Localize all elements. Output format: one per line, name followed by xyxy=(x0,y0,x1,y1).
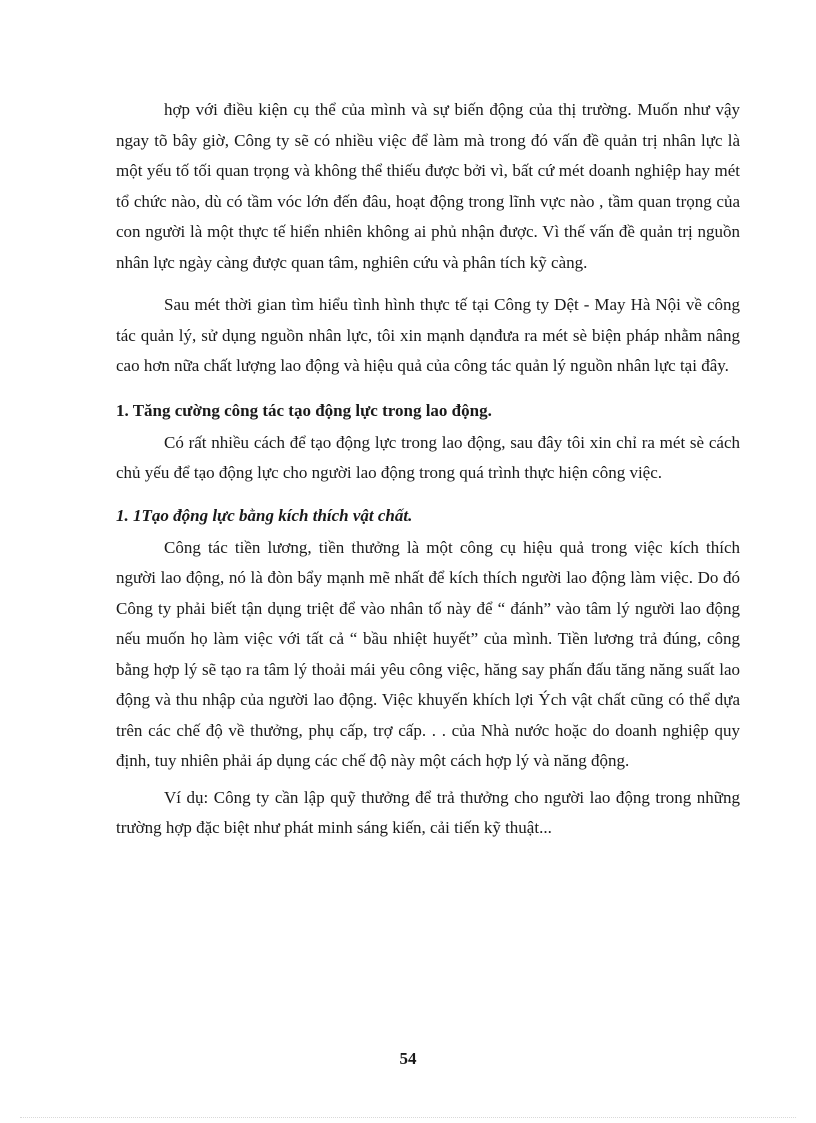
body-paragraph: hợp với điều kiện cụ thể của mình và sự biến động của thị trường. Muốn như vậy ngay tõ bây giờ, Công ty sẽ có nhiều việc để làm mà trong đó vấn đề quản trị nhân lực là một yếu tố tối quan trọng và không thể thiếu được bởi vì, bất cứ mét doanh nghiệp hay mét tổ chức nào, dù có tầm vóc lớn đến đâu, hoạt động trong lĩnh vực nào , tầm quan trọng của con người là một thực tế hiển nhiên không ai phủ nhận được. Vì thế vấn đề quản trị nguồn nhân lực ngày càng được quan tâm, nghiên cứu và phân tích kỹ càng. xyxy=(116,100,740,272)
section-heading: 1. Tăng cường công tác tạo động lực trong lao động. xyxy=(116,400,492,420)
subsection-heading: 1. 1Tạo động lực bằng kích thích vật chất. xyxy=(116,505,413,525)
body-paragraph: Sau mét thời gian tìm hiểu tình hình thực tế tại Công ty Dệt - May Hà Nội về công tác quản lý, sử dụng nguồn nhân lực, tôi xin mạnh dạnđưa ra mét sè biện pháp nhằm nâng cao hơn nữa chất lượng lao động và hiệu quả của công tác quản lý nguồn nhân lực tại đây. xyxy=(116,295,740,375)
body-paragraph: Ví dụ: Công ty cần lập quỹ thưởng để trả thưởng cho người lao động trong những trường hợp đặc biệt như phát minh sáng kiến, cải tiến kỹ thuật... xyxy=(116,787,740,837)
page-bottom-divider xyxy=(20,1117,796,1118)
body-paragraph: Có rất nhiều cách để tạo động lực trong lao động, sau đây tôi xin chỉ ra mét sè cách chủ yếu để tạo động lực cho người lao động trong quá trình thực hiện công việc. xyxy=(116,432,740,482)
page-number: 54 xyxy=(399,1049,417,1068)
page-content xyxy=(116,95,740,844)
body-paragraph: Công tác tiền lương, tiền thưởng là một công cụ hiệu quả trong việc kích thích người lao động, nó là đòn bẩy mạnh mẽ nhất để kích thích người lao động làm việc. Do đó Công ty phải biết tận dụng triệt để vào nhân tố này để “ đánh” vào tâm lý người lao động nếu muốn họ làm việc với tất cả “ bầu nhiệt huyết” của mình. Tiền lương trả đúng, công bằng hợp lý sẽ tạo ra tâm lý thoải mái yêu công việc, hăng say phấn đấu tăng năng suất lao động và thu nhập của người lao động. Việc khuyến khích lợi Ých vật chất cũng có thể dựa trên các chế độ về thưởng, phụ cấp, trợ cấp. . . của Nhà nước hoặc do doanh nghiệp quy định, tuy nhiên phải áp dụng các chế độ này một cách hợp lý và năng động. xyxy=(116,537,740,770)
